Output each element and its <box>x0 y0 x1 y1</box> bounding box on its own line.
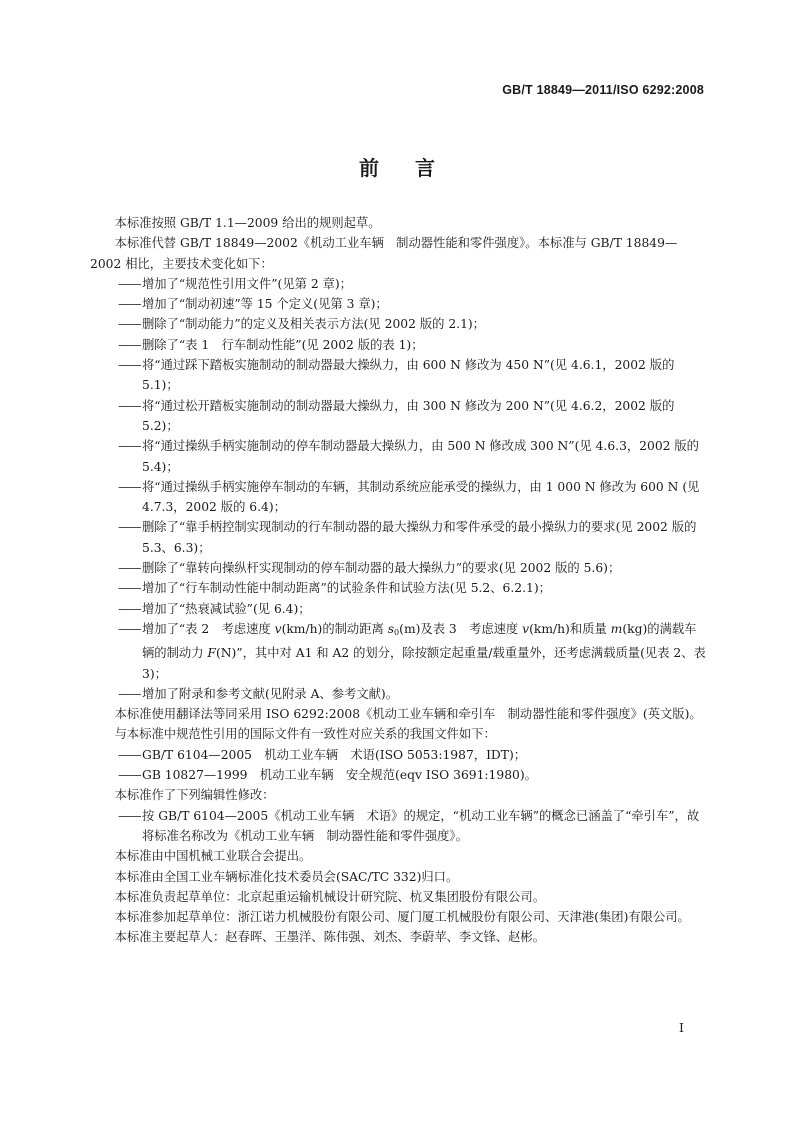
list-item-text: 删除了“靠手柄控制实现制动的行车制动器的最大操纵力和零件承受的最小操纵力的要求(见 2002 版的 5.3、6.3)； <box>142 520 697 555</box>
list-item <box>90 436 706 477</box>
symbol-s: s <box>387 621 395 636</box>
dash-bullet: —— <box>118 358 141 373</box>
paragraph: 本标准由中国机械工业联合会提出。 <box>114 849 312 864</box>
dash-bullet: —— <box>118 276 141 291</box>
list-item-text: 删除了“表 1 行车制动性能”(见 2002 版的表 1)； <box>142 337 424 352</box>
text-run: (m)及表 3 考虑速度 <box>399 621 523 636</box>
dash-bullet: —— <box>118 479 141 494</box>
list-item <box>90 765 706 785</box>
symbol-f: F <box>207 646 216 661</box>
symbol-v: v <box>522 621 530 636</box>
paragraph: 本标准负责起草单位：北京起重运输机械设计研究院、杭叉集团股份有限公司。 <box>114 889 545 904</box>
paragraph: 本标准使用翻译法等同采用 ISO 6292:2008《机动工业车辆和牵引车 制动器性能和零件强度》(英文版)。 <box>114 707 702 722</box>
list-item-text: 增加了“热衰减试验”(见 6.4)； <box>142 601 311 616</box>
dash-bullet: —— <box>118 601 141 616</box>
list-item-text: 将“通过操纵手柄实施制动的停车制动器最大操纵力，由 500 N 修改成 300 N”(见 4.6.3，2002 版的 5.4)； <box>142 439 699 474</box>
paragraph: 本标准代替 GB/T 18849—2002《机动工业车辆 制动器性能和零件强度》。本标准与 GB/T 18849—2002 相比，主要技术变化如下： <box>90 236 678 271</box>
list-item <box>90 806 706 847</box>
list-item-text: 增加了“行车制动性能中制动距离”的试验条件和试验方法(见 5.2、6.2.1)； <box>142 581 551 596</box>
symbol-m: m <box>610 621 623 636</box>
list-item <box>90 599 706 619</box>
subscript: 0 <box>394 627 400 637</box>
list-item <box>90 477 706 518</box>
paragraph: 本标准按照 GB/T 1.1—2009 给出的规则起草。 <box>114 216 381 230</box>
page-title: 前言 <box>359 156 471 180</box>
text-run: (km/h)的制动距离 <box>281 621 388 636</box>
dash-bullet: —— <box>118 317 141 332</box>
list-item-text: 增加了附录和参考文献(见附录 A、参考文献)。 <box>142 686 399 701</box>
text-run: 增加了“表 2 考虑速度 <box>142 621 275 636</box>
list-item-text: 将“通过踩下踏板实施制动的制动器最大操纵力，由 600 N 修改为 450 N”(见 4.6.1，2002 版的 5.1)； <box>142 358 675 393</box>
list-item-text: 将“通过松开踏板实施制动的制动器最大操纵力，由 300 N 修改为 200 N”(见 4.6.2，2002 版的 5.2)； <box>142 398 675 433</box>
symbol-v: v <box>274 621 282 636</box>
list-item <box>90 745 706 765</box>
document-code-header: GB/T 18849—2011/ISO 6292:2008 <box>502 83 704 97</box>
list-item <box>90 578 706 598</box>
list-item <box>90 619 706 684</box>
list-item-text: 增加了“制动初速”等 15 个定义(见第 3 章)； <box>142 297 388 312</box>
page-number: I <box>679 1020 684 1035</box>
paragraph: 本标准主要起草人：赵春晖、王墨洋、陈伟强、刘杰、李蔚苹、李文锋、赵彬。 <box>114 930 545 945</box>
list-item-text <box>142 622 706 681</box>
list-item <box>90 684 706 704</box>
dash-bullet: —— <box>118 621 141 636</box>
list-item <box>90 314 706 334</box>
dash-bullet: —— <box>118 337 141 352</box>
foreword-body <box>90 213 706 948</box>
list-item <box>90 294 706 314</box>
paragraph: 本标准由全国工业车辆标准化技术委员会(SAC/TC 332)归口。 <box>114 869 459 884</box>
list-item <box>90 517 706 558</box>
dash-bullet: —— <box>118 439 141 454</box>
paragraph: 与本标准中规范性引用的国际文件有一致性对应关系的我国文件如下： <box>114 727 496 742</box>
list-item-text: 将“通过操纵手柄实施停车制动的车辆，其制动系统应能承受的操纵力，由 1 000 N 修改为 600 N (见 4.7.3，2002 版的 6.4)； <box>142 479 700 515</box>
dash-bullet: —— <box>118 808 141 823</box>
list-item-text: 按 GB/T 6104—2005《机动工业车辆 术语》的规定，“机动工业车辆”的概念已涵盖了“牵引车”，故将标准名称改为《机动工业车辆 制动器性能和零件强度》。 <box>142 808 700 843</box>
text-run: (N)”，其中对 A1 和 A2 的划分，除按额定起重量/载重量外，还考虑满载质量(见表 2、表 3)； <box>142 646 706 681</box>
list-item <box>90 335 706 355</box>
dash-bullet: —— <box>118 561 141 576</box>
dash-bullet: —— <box>118 297 141 312</box>
text-run: (km/h)和质量 <box>529 621 611 636</box>
dash-bullet: —— <box>118 747 141 762</box>
dash-bullet: —— <box>118 520 141 535</box>
dash-bullet: —— <box>118 398 141 413</box>
paragraph: 本标准作了下列编辑性修改： <box>114 788 275 803</box>
list-item-text: GB 10827—1999 机动工业车辆 安全规范(eqv ISO 3691:1980)。 <box>142 768 537 783</box>
dash-bullet: —— <box>118 768 141 783</box>
list-item <box>90 558 706 578</box>
list-item-text: 删除了“靠转向操纵杆实现制动的停车制动器的最大操纵力”的要求(见 2002 版的 5.6)； <box>142 561 621 576</box>
list-item <box>90 396 706 437</box>
list-item-text: 增加了“规范性引用文件”(见第 2 章)； <box>142 276 352 291</box>
text-run: (kg)的满载车辆的制动力 <box>142 621 697 661</box>
list-item-text: GB/T 6104—2005 机动工业车辆 术语(ISO 5053:1987，IDT)； <box>142 747 527 762</box>
dash-bullet: —— <box>118 686 141 701</box>
list-item <box>90 274 706 294</box>
paragraph: 本标准参加起草单位：浙江诺力机械股份有限公司、厦门厦工机械股份有限公司、天津港(集团)有限公司。 <box>114 910 690 925</box>
list-item <box>90 355 706 396</box>
list-item-text: 删除了“制动能力”的定义及相关表示方法(见 2002 版的 2.1)； <box>142 317 485 332</box>
dash-bullet: —— <box>118 581 141 596</box>
